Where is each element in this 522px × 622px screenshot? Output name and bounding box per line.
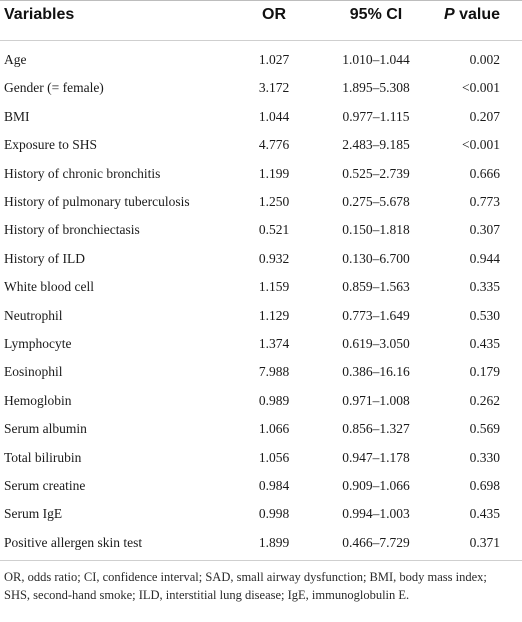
cell-variable: Serum creatine <box>4 478 86 493</box>
cell-or: 1.066 <box>258 421 290 437</box>
cell-or: 1.899 <box>258 534 290 550</box>
cell-or: 0.998 <box>258 506 290 522</box>
cell-p-value: 0.307 <box>469 222 500 238</box>
table-row <box>0 74 522 102</box>
table-footnote: OR, odds ratio; CI, confidence interval; SAD, small airway dysfunction; BMI, body mass index; SHS, second-hand smoke; ILD, interstitial lung disease; IgE, immunoglobulin E. <box>4 570 487 602</box>
table-row <box>0 444 522 472</box>
table-row <box>0 103 522 131</box>
cell-p-value: 0.207 <box>469 108 500 124</box>
cell-ci: 0.130–6.700 <box>342 250 410 266</box>
table-row <box>0 472 522 500</box>
cell-p-value: 0.666 <box>469 165 500 181</box>
header-p-value <box>410 1 500 41</box>
cell-variable: Age <box>4 52 27 67</box>
header-divider <box>0 40 522 41</box>
cell-ci: 0.909–1.066 <box>342 478 410 493</box>
cell-ci: 1.010–1.044 <box>342 52 410 67</box>
cell-or: 0.984 <box>258 478 290 493</box>
header-p-rest: value <box>454 6 500 23</box>
cell-or: 0.932 <box>258 250 290 266</box>
cell-or: 4.776 <box>258 137 290 153</box>
cell-variable: Hemoglobin <box>4 392 72 408</box>
cell-variable: History of pulmonary tuberculosis <box>4 194 190 209</box>
cell-or: 1.044 <box>258 108 290 124</box>
cell-ci: 0.994–1.003 <box>342 506 410 522</box>
cell-p-value: 0.530 <box>469 307 500 323</box>
cell-variable: History of ILD <box>4 250 85 266</box>
cell-or: 1.129 <box>258 307 290 323</box>
cell-or: 1.159 <box>258 279 290 295</box>
cell-or: 1.056 <box>258 449 290 465</box>
cell-p-value: 0.262 <box>469 392 500 408</box>
cell-p-value: 0.435 <box>469 336 500 351</box>
cell-or: 0.521 <box>258 222 290 238</box>
bottom-divider <box>0 560 522 561</box>
table-row <box>0 160 522 188</box>
cell-ci: 0.619–3.050 <box>342 336 410 351</box>
cell-variable: Serum albumin <box>4 421 87 437</box>
cell-ci: 0.525–2.739 <box>342 165 410 181</box>
table-row <box>0 273 522 301</box>
cell-ci: 0.386–16.16 <box>342 364 410 380</box>
table-row <box>0 46 522 74</box>
cell-ci: 0.275–5.678 <box>342 194 410 209</box>
cell-p-value: <0.001 <box>462 80 500 96</box>
cell-variable: Lymphocyte <box>4 336 72 351</box>
table-row <box>0 245 522 273</box>
table-row <box>0 302 522 330</box>
table-row <box>0 387 522 415</box>
table-row <box>0 415 522 443</box>
cell-or: 1.199 <box>258 165 290 181</box>
header-p-letter: P <box>443 6 455 23</box>
cell-p-value: 0.335 <box>469 279 500 295</box>
cell-p-value: 0.435 <box>469 506 500 522</box>
cell-ci: 0.150–1.818 <box>342 222 410 238</box>
table-row <box>0 330 522 358</box>
cell-ci: 0.947–1.178 <box>342 449 410 465</box>
table-row <box>0 216 522 244</box>
table-row <box>0 500 522 528</box>
cell-or: 1.250 <box>258 194 290 209</box>
cell-p-value: <0.001 <box>462 137 500 153</box>
table-row <box>0 358 522 386</box>
header-ci: 95% CI <box>349 6 403 23</box>
table-header <box>0 0 522 41</box>
table-row <box>0 529 522 557</box>
cell-variable: Total bilirubin <box>4 449 82 465</box>
cell-variable: Neutrophil <box>4 307 63 323</box>
cell-p-value: 0.371 <box>469 534 500 550</box>
cell-p-value: 0.944 <box>469 250 500 266</box>
cell-variable: Exposure to SHS <box>4 137 98 153</box>
cell-p-value: 0.698 <box>469 478 500 493</box>
cell-p-value: 0.569 <box>469 421 500 437</box>
cell-p-value: 0.002 <box>469 52 500 67</box>
cell-variable: White blood cell <box>4 279 94 295</box>
cell-or: 1.027 <box>258 52 290 67</box>
cell-ci: 0.859–1.563 <box>342 279 410 295</box>
cell-or: 7.988 <box>258 364 290 380</box>
cell-variable: BMI <box>4 108 30 124</box>
cell-or: 3.172 <box>258 80 290 96</box>
cell-or: 1.374 <box>258 336 290 351</box>
cell-variable: Eosinophil <box>4 364 63 380</box>
cell-ci: 0.977–1.115 <box>342 108 410 124</box>
cell-p-value: 0.330 <box>469 449 500 465</box>
cell-variable: Gender (= female) <box>4 80 104 96</box>
cell-ci: 0.971–1.008 <box>342 392 410 408</box>
cell-variable: Serum IgE <box>4 506 63 522</box>
header-or: OR <box>262 6 286 23</box>
cell-p-value: 0.773 <box>469 194 500 209</box>
cell-variable: History of bronchiectasis <box>4 222 140 238</box>
cell-ci: 1.895–5.308 <box>342 80 410 96</box>
table-row <box>0 188 522 216</box>
cell-ci: 0.773–1.649 <box>342 307 410 323</box>
cell-variable: History of chronic bronchitis <box>4 165 161 181</box>
table-row <box>0 131 522 159</box>
cell-ci: 0.856–1.327 <box>342 421 410 437</box>
header-variables: Variables <box>4 6 75 23</box>
cell-p-value: 0.179 <box>469 364 500 380</box>
cell-variable: Positive allergen skin test <box>4 534 143 550</box>
cell-or: 0.989 <box>258 392 290 408</box>
cell-ci: 2.483–9.185 <box>342 137 410 153</box>
cell-ci: 0.466–7.729 <box>342 534 410 550</box>
